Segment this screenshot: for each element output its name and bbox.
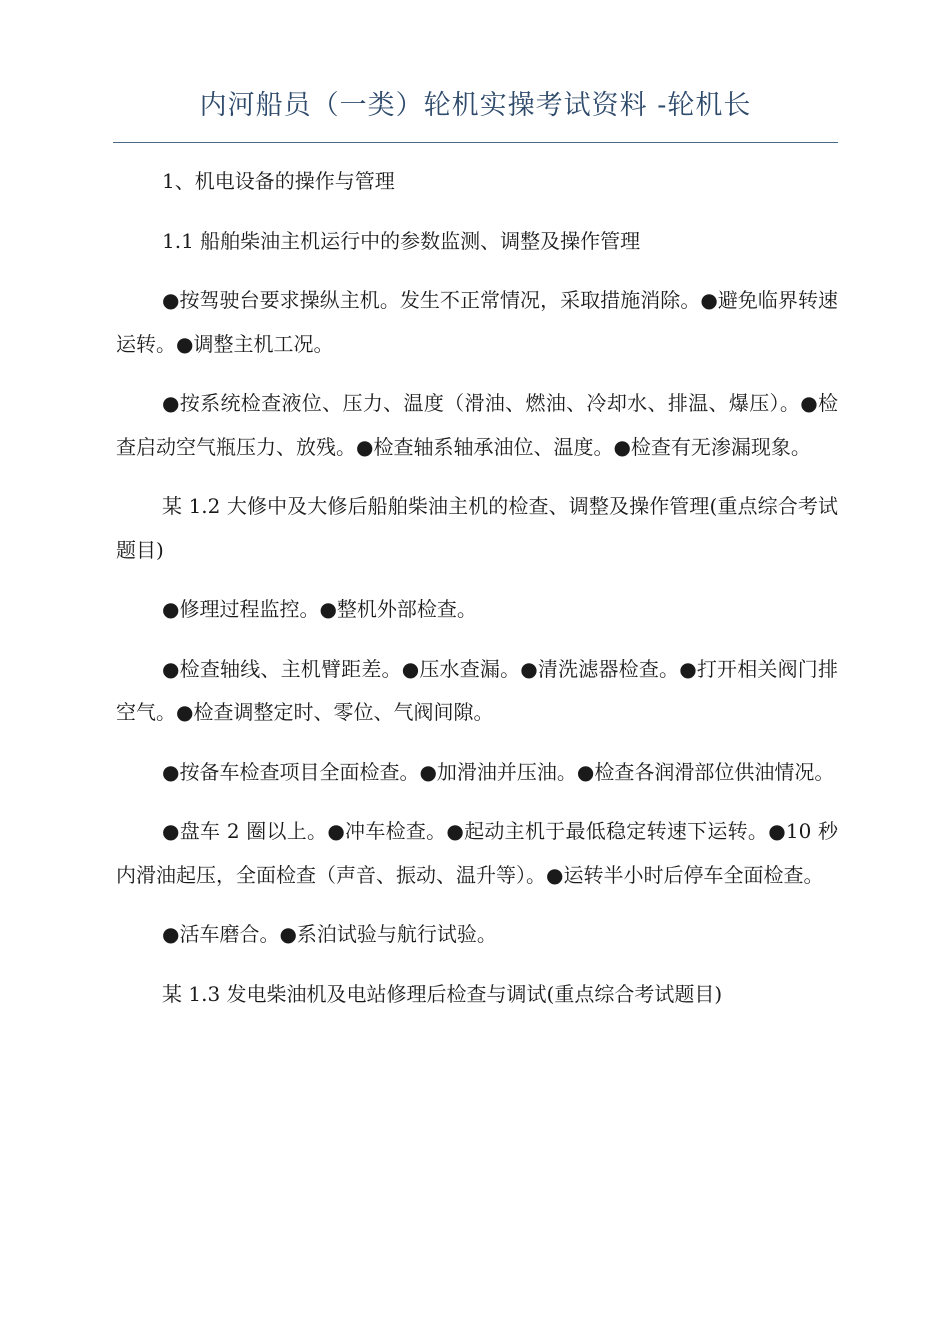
paragraph: ●盘车 2 圈以上。●冲车检查。●起动主机于最低稳定转速下运转。●10 秒内滑油起压，全面检查（声音、振动、温升等）。●运转半小时后停车全面检查。 <box>116 819 838 887</box>
paragraph: ●按备车检查项目全面检查。●加滑油并压油。●检查各润滑部位供油情况。 <box>162 759 835 784</box>
title-underline <box>113 142 838 143</box>
paragraph: ●检查轴线、主机臂距差。●压水查漏。●清洗滤器检查。●打开相关阀门排空气。●检查调整定时、零位、气阀间隙。 <box>116 656 838 724</box>
subsection-heading: 1.1 船舶柴油主机运行中的参数监测、调整及操作管理 <box>162 228 641 253</box>
paragraph: ●活车磨合。●系泊试验与航行试验。 <box>162 922 497 946</box>
paragraph: ●修理过程监控。●整机外部检查。 <box>162 597 477 621</box>
document-body <box>116 160 838 1032</box>
document-title: 内河船员（一类）轮机实操考试资料 -轮机长 <box>199 90 752 121</box>
paragraph: ●按系统检查液位、压力、温度（滑油、燃油、冷却水、排温、爆压）。●检查启动空气瓶压力、放残。●检查轴系轴承油位、温度。●检查有无渗漏现象。 <box>116 391 838 459</box>
subsection-heading: 某 1.2 大修中及大修后船舶柴油主机的检查、调整及操作管理(重点综合考试题目) <box>116 494 838 562</box>
paragraph: ●按驾驶台要求操纵主机。发生不正常情况，采取措施消除。●避免临界转速运转。●调整主机工况。 <box>116 288 838 356</box>
subsection-heading: 某 1.3 发电柴油机及电站修理后检查与调试(重点综合考试题目) <box>162 981 723 1006</box>
section-heading: 1、机电设备的操作与管理 <box>162 169 395 193</box>
